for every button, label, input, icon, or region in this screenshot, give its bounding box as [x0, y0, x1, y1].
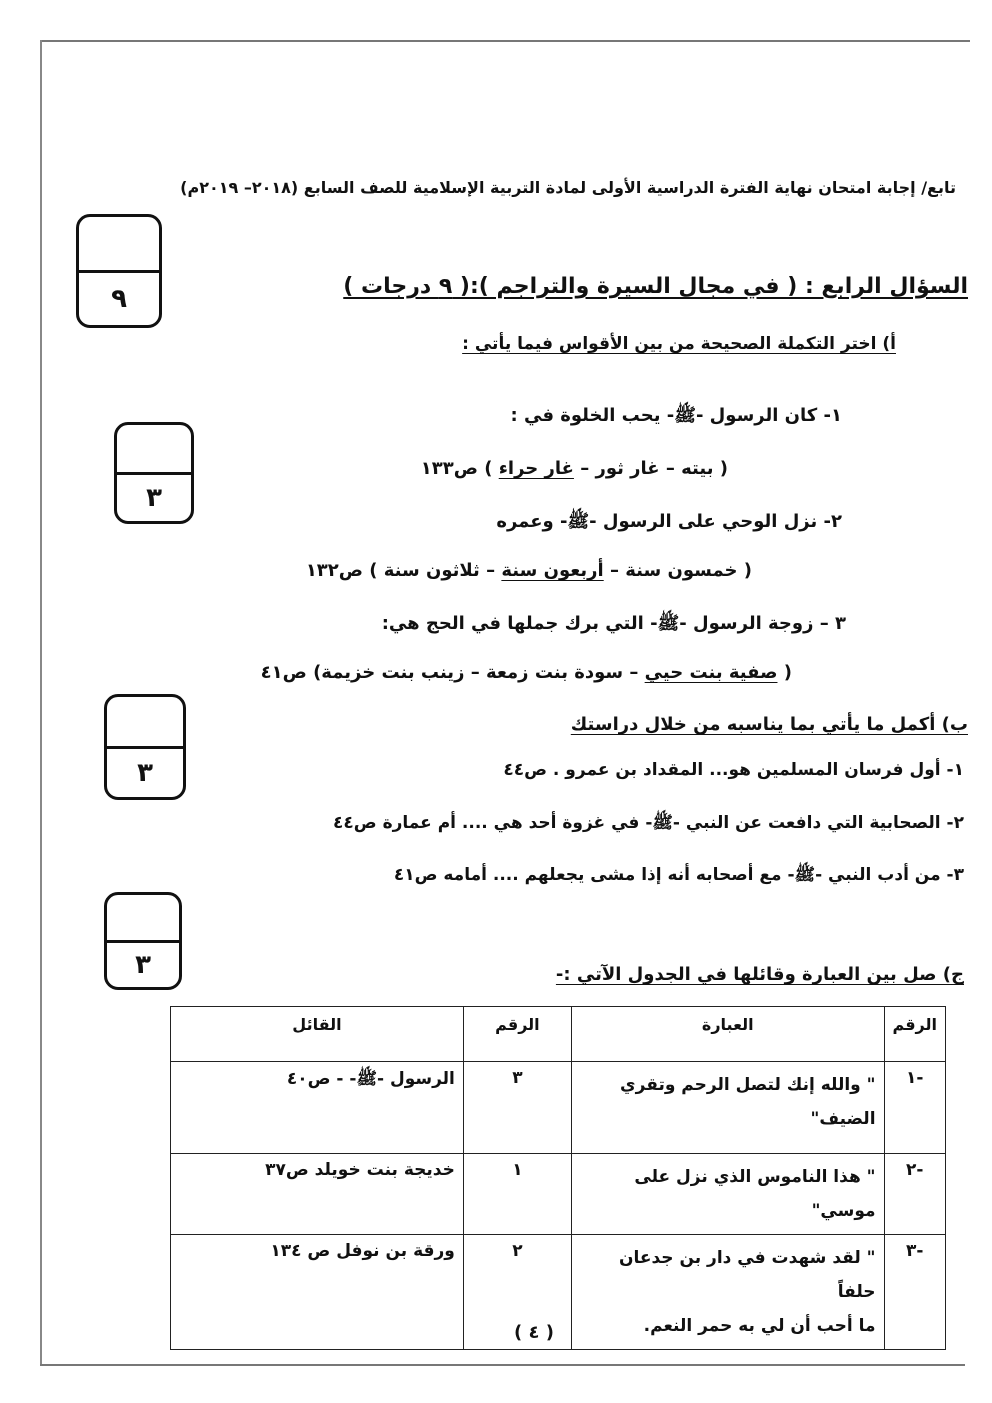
- table-row: [171, 1235, 946, 1350]
- correct-answer: أربعون سنة: [501, 560, 604, 581]
- row-num: -٣: [884, 1235, 945, 1350]
- row-num: -١: [884, 1062, 945, 1154]
- part-c-score-box: [104, 892, 182, 990]
- phrase-line: " والله إنك لتصل الرحم وتقري: [620, 1075, 876, 1095]
- part-b-score-value: ٣: [137, 757, 153, 788]
- phrase-line: الضيف": [810, 1109, 876, 1129]
- page-border-left: [40, 40, 42, 1365]
- row-answer-num: ٣: [463, 1062, 571, 1154]
- table-row: [171, 1154, 946, 1235]
- score-box-blank: [107, 895, 179, 943]
- score-box-blank: [117, 425, 191, 475]
- row-phrase: [571, 1062, 884, 1154]
- page-number: ( ٤ ): [514, 1322, 554, 1343]
- part-a-q3-options: [261, 662, 792, 683]
- header-num: الرقم: [884, 1007, 945, 1062]
- option-text: ) ص١٣٣: [420, 458, 493, 479]
- part-a-score-box: [114, 422, 194, 524]
- exam-header: تابع/ إجابة امتحان نهاية الفترة الدراسية الأولى لمادة التربية الإسلامية للصف السابع (٢٠١٨– ٢٠١٩م): [180, 178, 956, 197]
- part-b-title: ب) أكمل ما يأتي بما يناسبه من خلال دراستك: [570, 714, 968, 735]
- part-a-q2: ٢- نزل الوحي على الرسول -ﷺ- وعمره: [496, 511, 842, 532]
- row-answer-num: ٢: [463, 1235, 571, 1350]
- page-border-top: [40, 40, 970, 42]
- part-a-q2-options: [306, 560, 752, 581]
- part-b-item-3: ٣- من أدب النبي -ﷺ- مع أصحابه أنه إذا مشى يجعلهم .... أمامه ص٤١: [393, 865, 964, 885]
- part-a-q1-options: [421, 458, 728, 479]
- phrase-line: " لقد شهدت في دار بن جدعان حلفاً: [618, 1248, 876, 1302]
- part-a-q1: ١- كان الرسول -ﷺ- يحب الخلوة في :: [510, 405, 842, 426]
- row-answer-num: ١: [463, 1154, 571, 1235]
- correct-answer: غار حراء: [498, 458, 574, 479]
- phrase-line: ما أحب أن لي به حمر النعم.: [643, 1316, 876, 1336]
- question-title: السؤال الرابع : ( في مجال السيرة والتراجم ):( ٩ درجات ): [343, 274, 968, 299]
- header-phrase: العبارة: [571, 1007, 884, 1062]
- phrase-line: " هذا الناموس الذي نزل على موسي": [634, 1167, 876, 1221]
- row-sayer: الرسول -ﷺ- - ص٤٠: [171, 1062, 464, 1154]
- total-score-box: [76, 214, 162, 328]
- header-num2: الرقم: [463, 1007, 571, 1062]
- part-b-item-1: ١- أول فرسان المسلمين هو... المقداد بن عمرو . ص٤٤: [503, 760, 964, 780]
- option-text: ( بيته – غار ثور –: [580, 458, 728, 479]
- row-phrase: [571, 1235, 884, 1350]
- row-sayer: ورقة بن نوفل ص ١٣٤: [171, 1235, 464, 1350]
- header-sayer: القائل: [171, 1007, 464, 1062]
- row-num: -٢: [884, 1154, 945, 1235]
- score-box-blank: [107, 697, 183, 749]
- part-c-score-value: ٣: [135, 949, 151, 980]
- part-a-q3: ٣ – زوجة الرسول -ﷺ- التي برك جملها في الحج هي:: [381, 613, 846, 634]
- total-score-value: ٩: [111, 283, 127, 314]
- part-a-title: أ) اختر التكملة الصحيحة من بين الأقواس فيما يأتي :: [462, 334, 896, 354]
- part-c-title: ج) صل بين العبارة وقائلها في الجدول الآتي :-: [555, 964, 964, 985]
- correct-answer: صفية بنت حيي: [644, 662, 778, 683]
- row-sayer: خديجة بنت خويلد ص٣٧: [171, 1154, 464, 1235]
- option-text: – ثلاثون سنة ) ص١٣٢: [305, 560, 496, 581]
- matching-table: [170, 1006, 946, 1350]
- table-header-row: [171, 1007, 946, 1062]
- page-border-bottom: [40, 1364, 965, 1366]
- option-text: (: [783, 662, 792, 683]
- table-row: [171, 1062, 946, 1154]
- part-b-item-2: ٢- الصحابية التي دافعت عن النبي -ﷺ- في غزوة أحد هي .... أم عمارة ص٤٤: [333, 813, 964, 833]
- part-b-score-box: [104, 694, 186, 800]
- option-text: – سودة بنت زمعة – زينب بنت خزيمة) ص٤١: [260, 662, 639, 683]
- option-text: ( خمسون سنة –: [610, 560, 752, 581]
- score-box-blank: [79, 217, 159, 273]
- part-a-score-value: ٣: [146, 482, 162, 513]
- row-phrase: [571, 1154, 884, 1235]
